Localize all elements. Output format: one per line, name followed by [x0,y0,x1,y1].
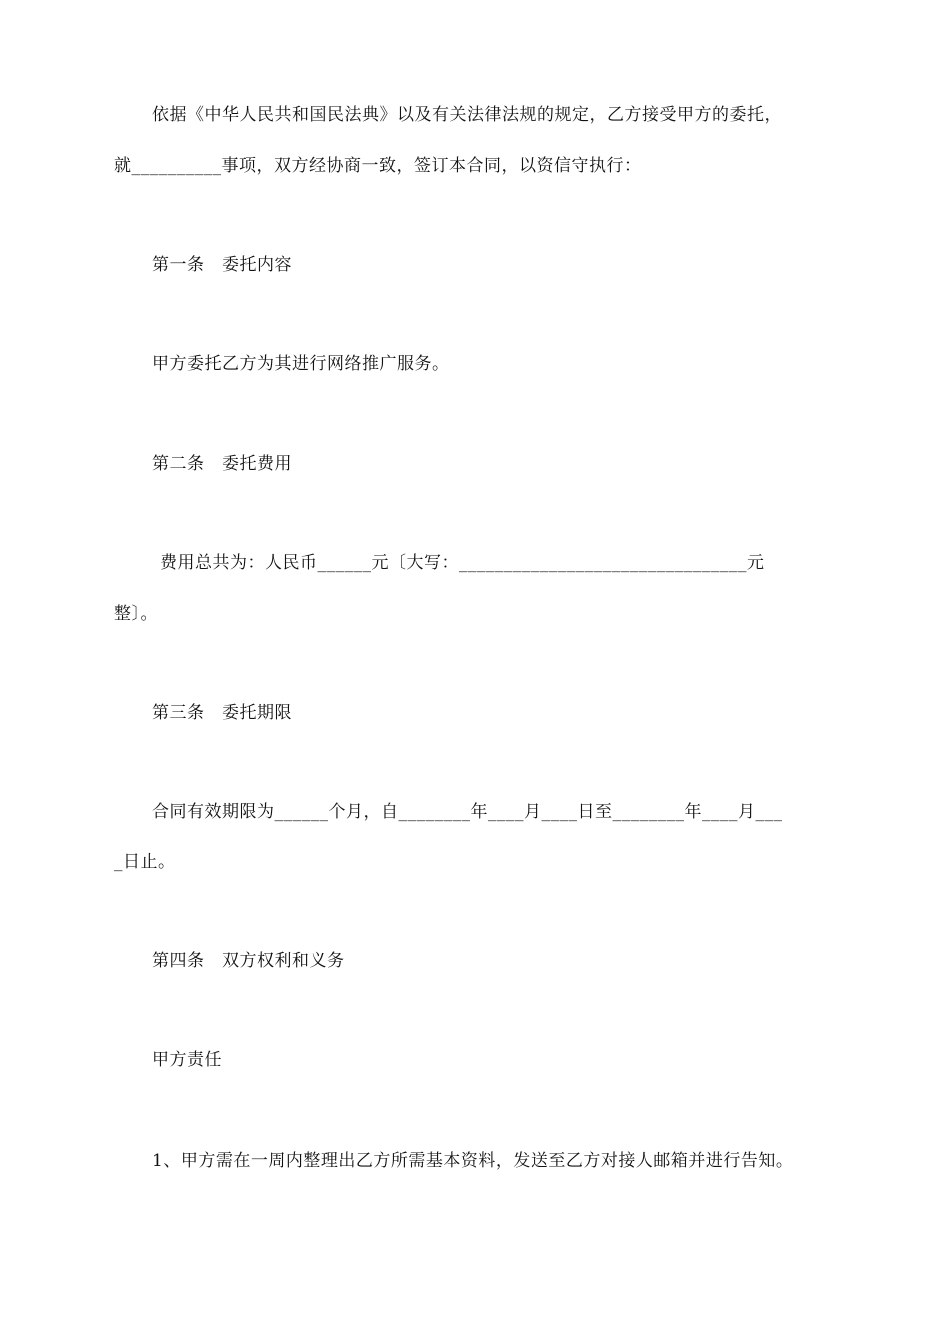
party-a-item-1: 1、甲方需在一周内整理出乙方所需基本资料，发送至乙方对接人邮箱并进行告知。 [152,1151,794,1171]
preamble-line-1: 依据《中华人民共和国民法典》以及有关法律法规的规定，乙方接受甲方的委托， [152,105,782,125]
article-3-heading: 第三条 委托期限 [152,703,292,723]
preamble-line-2: 就__________事项，双方经协商一致，签订本合同，以资信守执行： [114,156,642,176]
article-2-heading: 第二条 委托费用 [152,454,292,474]
article-1-body: 甲方委托乙方为其进行网络推广服务。 [152,354,450,374]
party-a-responsibilities-heading: 甲方责任 [152,1050,222,1070]
article-2-body-line-2: 整〕。 [114,604,158,624]
article-3-body-line-2: _日止。 [114,852,176,872]
article-2-body-line-1: 费用总共为：人民币______元〔大写：________________________________元 [160,553,765,573]
article-3-body-line-1: 合同有效期限为______个月，自________年____月____日至________年____月___ [152,802,783,822]
article-1-heading: 第一条 委托内容 [152,255,292,275]
article-4-heading: 第四条 双方权利和义务 [152,951,345,971]
